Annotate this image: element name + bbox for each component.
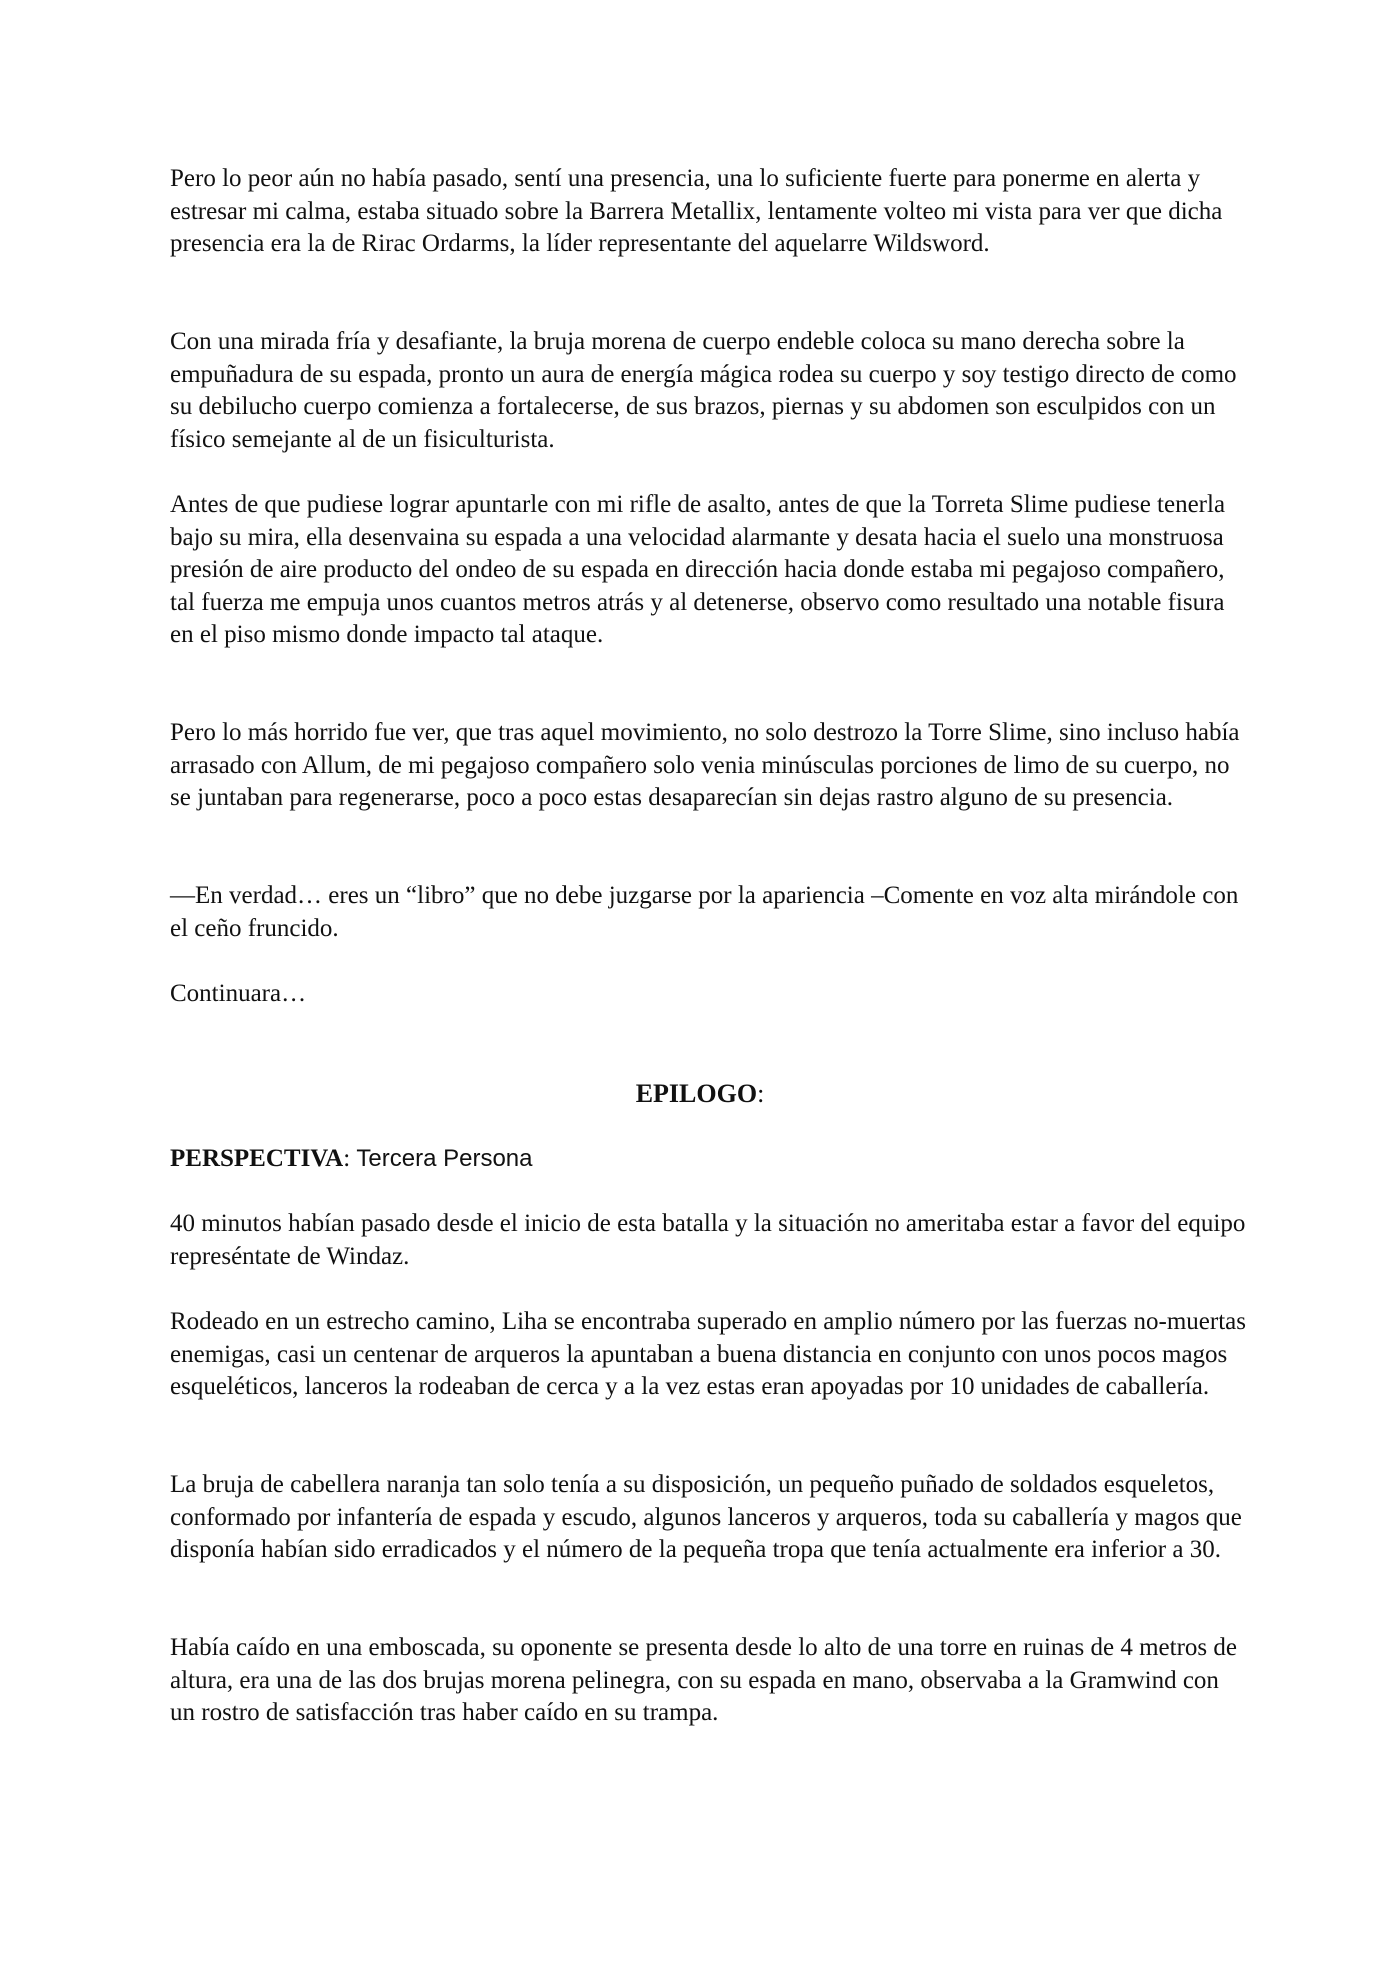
perspective-value: Tercera Persona	[356, 1145, 533, 1172]
continuation-note: Continuara…	[170, 980, 307, 1007]
epilogue-paragraph-3: La bruja de cabellera naranja tan solo tenía a su disposición, un pequeño puñado de soldados esqueletos, conformado por infantería de espada y escudo, algunos lanceros y arqueros, toda su caballería y magos que disponía habían sido erradicados y el número de la pequeña tropa que tenía actualmente era inferior a 30.	[170, 1471, 1242, 1563]
dialogue-line: —En verdad… eres un “libro” que no debe juzgarse por la apariencia –Comente en voz alta mirándole con el ceño fruncido.	[170, 882, 1239, 942]
epilogue-paragraph-1: 40 minutos habían pasado desde el inicio de esta batalla y la situación no ameritaba estar a favor del equipo represéntate de Windaz.	[170, 1210, 1246, 1270]
perspective-label: PERSPECTIVA	[170, 1145, 344, 1172]
paragraph-4: Pero lo más horrido fue ver, que tras aquel movimiento, no solo destrozo la Torre Slime, sino incluso había arrasado con Allum, de mi pegajoso compañero solo venia minúsculas porciones de limo de su cuerpo, no se juntaban para regenerarse, poco a poco estas desaparecían sin dejas rastro alguno de su presencia.	[170, 719, 1240, 811]
paragraph-3: Antes de que pudiese lograr apuntarle con mi rifle de asalto, antes de que la Torreta Slime pudiese tenerla bajo su mira, ella desenvaina su espada a una velocidad alarmante y desata hacia el suelo una monstruosa presión de aire producto del ondeo de su espada en dirección hacia donde estaba mi pegajoso compañero, tal fuerza me empuja unos cuantos metros atrás y al detenerse, observo como resultado una notable fisura en el piso mismo donde impacto tal ataque.	[170, 491, 1226, 648]
perspective-line	[170, 1143, 1250, 1176]
paragraph-1: Pero lo peor aún no había pasado, sentí una presencia, una lo suficiente fuerte para ponerme en alerta y estresar mi calma, estaba situado sobre la Barrera Metallix, lentamente volteo mi vista para ver que dicha presencia era la de Rirac Ordarms, la líder representante del aquelarre Wildsword.	[170, 165, 1223, 257]
epilogue-heading-colon: :	[757, 1079, 765, 1108]
perspective-colon: :	[343, 1145, 351, 1172]
epilogue-paragraph-2: Rodeado en un estrecho camino, Liha se encontraba superado en amplio número por las fuerzas no-muertas enemigas, casi un centenar de arqueros la apuntaban a buena distancia en conjunto con unos pocos magos esqueléticos, lanceros la rodeaban de cerca y a la vez estas eran apoyadas por 10 unidades de caballería.	[170, 1308, 1247, 1400]
epilogue-heading	[0, 1078, 1400, 1110]
epilogue-heading-text: EPILOGO	[635, 1079, 758, 1108]
paragraph-2: Con una mirada fría y desafiante, la bruja morena de cuerpo endeble coloca su mano derecha sobre la empuñadura de su espada, pronto un aura de energía mágica rodea su cuerpo y soy testigo directo de como su debilucho cuerpo comienza a fortalecerse, de sus brazos, piernas y su abdomen son esculpidos con un físico semejante al de un fisiculturista.	[170, 328, 1237, 453]
epilogue-paragraph-4: Había caído en una emboscada, su oponente se presenta desde lo alto de una torre en ruinas de 4 metros de altura, era una de las dos brujas morena pelinegra, con su espada en mano, observaba a la Gramwind con un rostro de satisfacción tras haber caído en su trampa.	[170, 1634, 1237, 1726]
